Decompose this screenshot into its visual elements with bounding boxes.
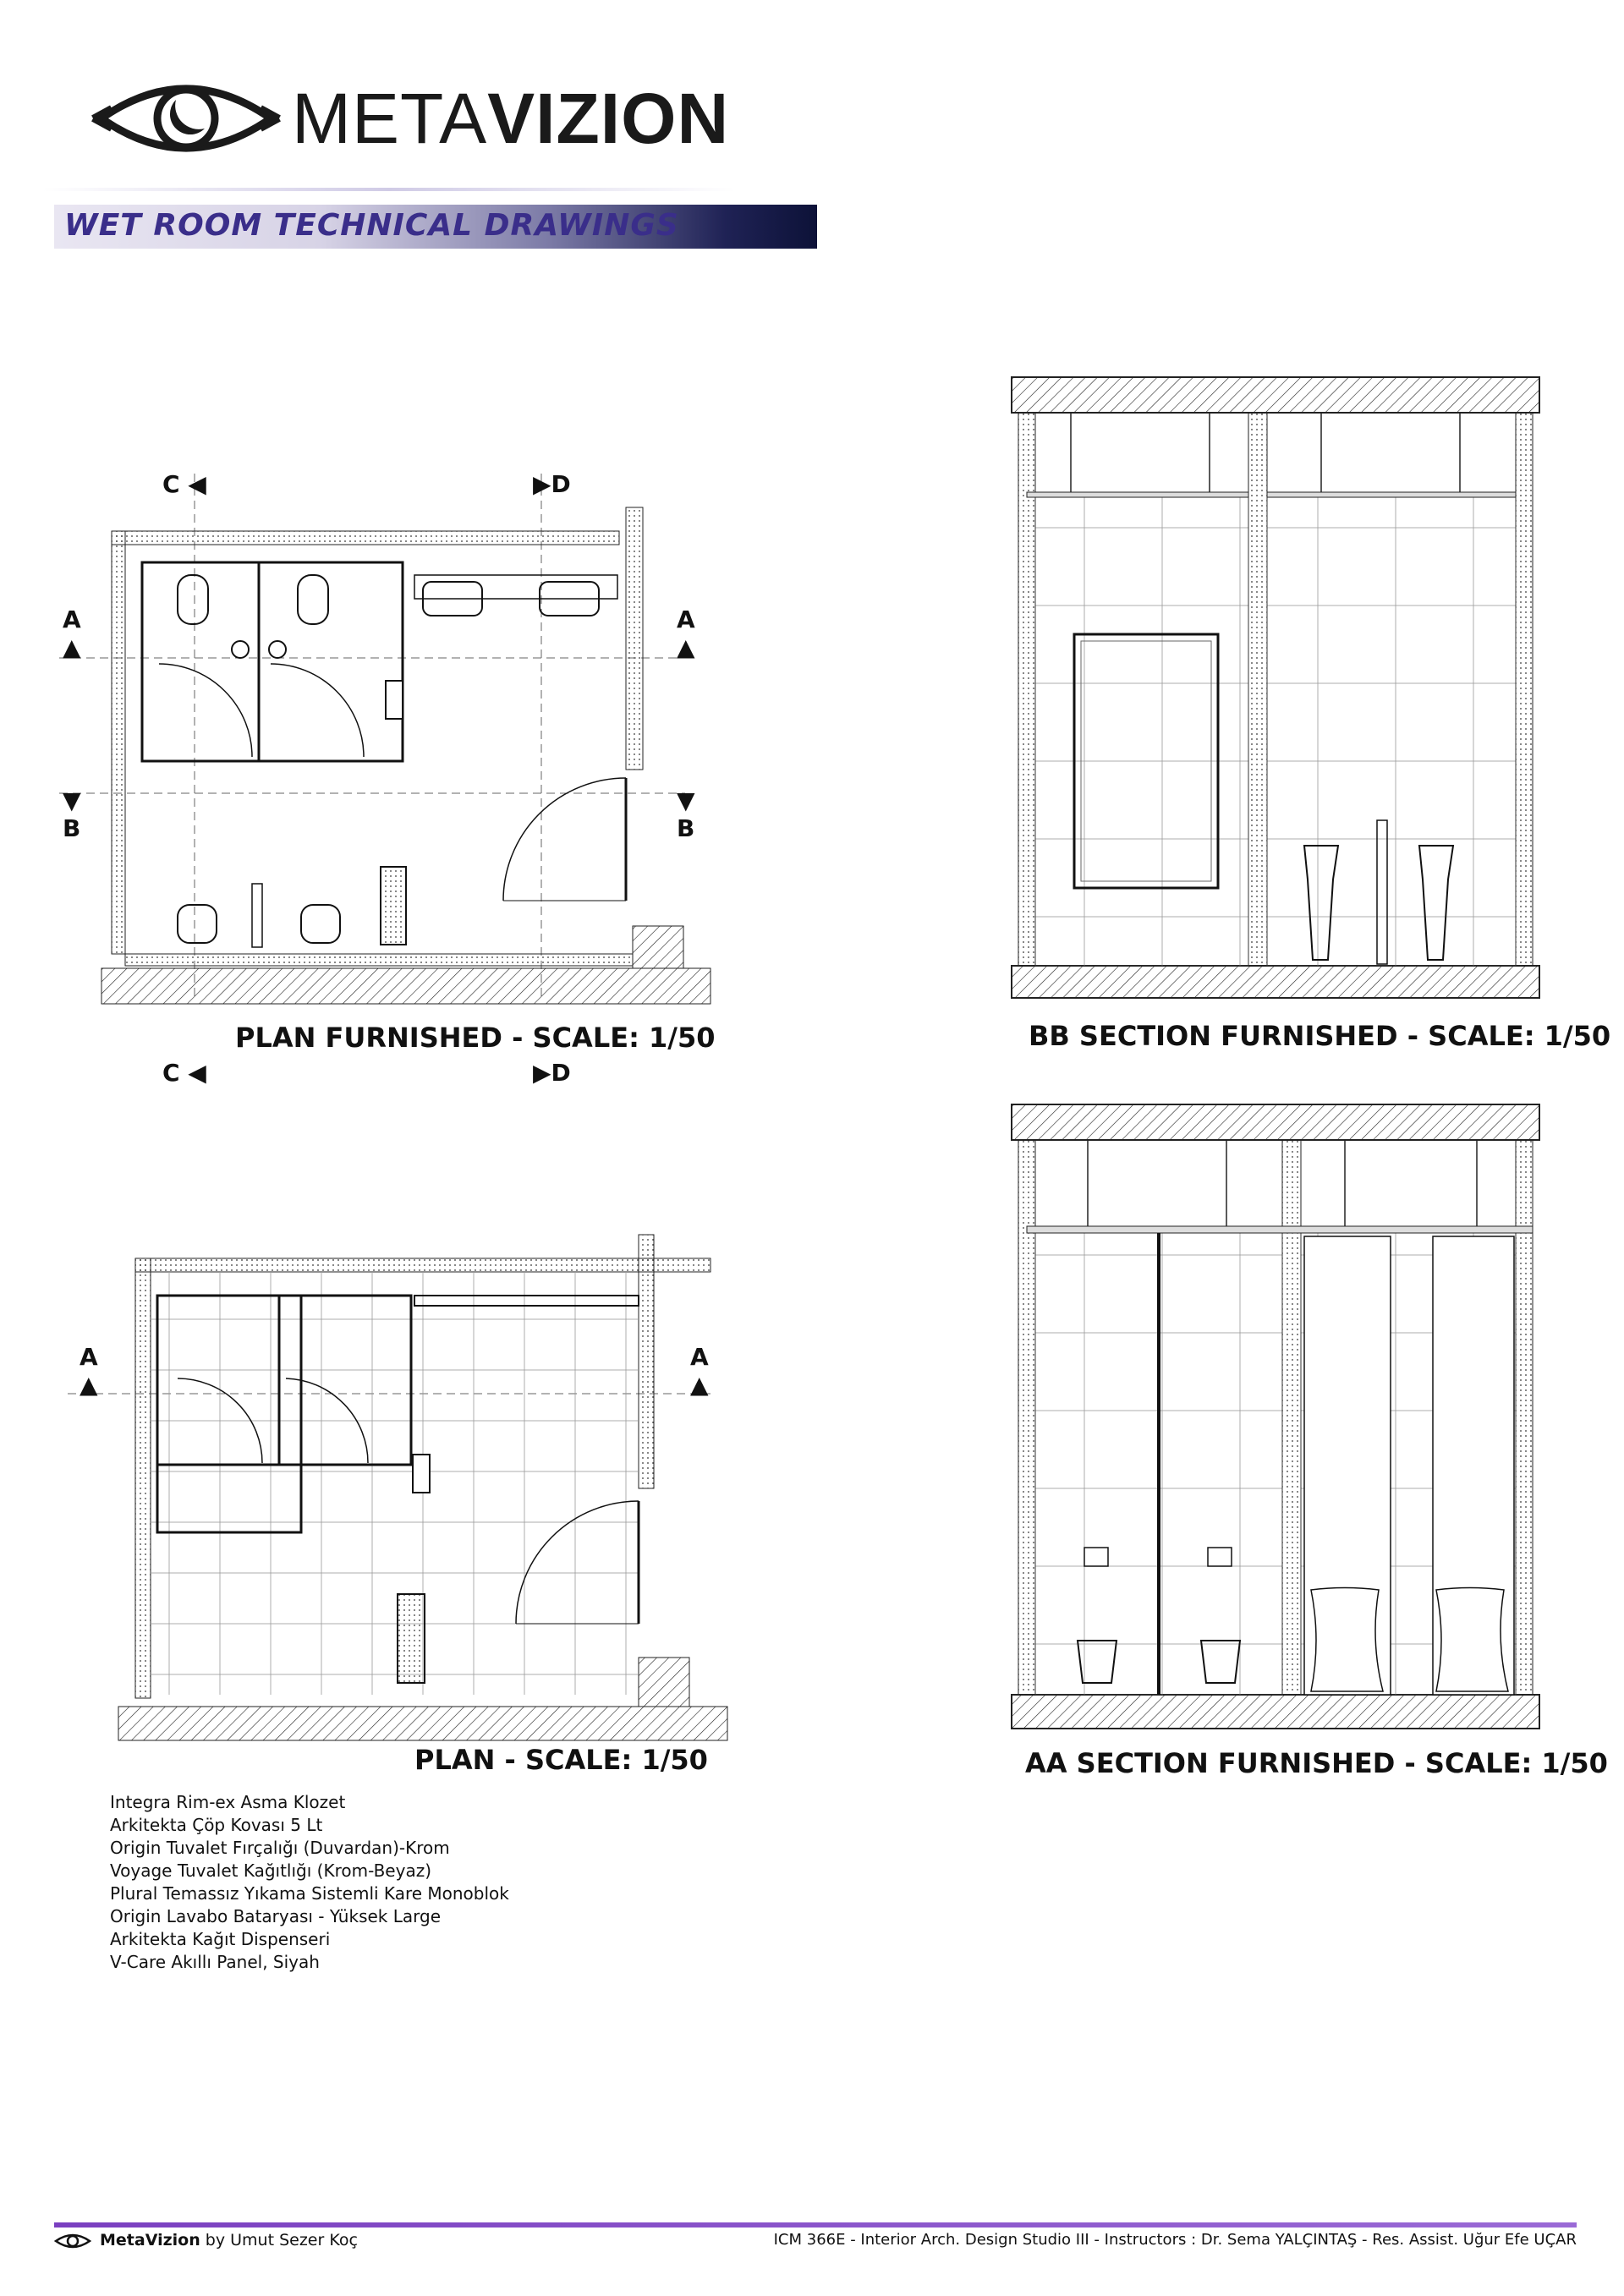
mark-b-left-label: B — [63, 814, 81, 842]
logo-part-vizion: VIZION — [487, 79, 730, 158]
mark-c-top: C ◀ — [162, 470, 206, 498]
mark-a-plan-right-label: A — [690, 1343, 709, 1371]
mark-a-plan-left-label: A — [80, 1343, 98, 1371]
legend-item: Arkitekta Kağıt Dispenseri — [110, 1929, 331, 1949]
mark-b-left: ▼ B — [63, 786, 81, 842]
aa-section-drawing — [1007, 1099, 1565, 1742]
plan-furnished-drawing — [59, 474, 668, 998]
logo-wordmark — [292, 79, 730, 158]
logo-part-meta: META — [292, 79, 488, 158]
aa-section-title: AA SECTION FURNISHED - SCALE: 1/50 — [1025, 1747, 1608, 1779]
mark-a-right: A ▲ — [677, 606, 695, 661]
footer-byline: by Umut Sezer Koç — [200, 2231, 358, 2249]
fixture-legend — [110, 1791, 509, 1974]
footer-brand: MetaVizion — [100, 2231, 200, 2249]
mark-c-top-label: C — [162, 470, 180, 498]
mark-b-right: ▼ B — [677, 786, 695, 842]
plan-title: PLAN - SCALE: 1/50 — [414, 1744, 708, 1776]
legend-item: Voyage Tuvalet Kağıtlığı (Krom-Beyaz) — [110, 1860, 431, 1881]
mark-d-bottom-label: D — [551, 1059, 571, 1087]
footer-course: ICM 366E - Interior Arch. Design Studio III - Instructors : Dr. Sema YALÇINTAŞ - Res. Assist. Uğur Efe UÇAR — [773, 2231, 1577, 2249]
mark-c-bottom: C ◀ — [162, 1059, 206, 1087]
footer-eye-icon — [54, 2231, 91, 2251]
legend-item: Integra Rim-ex Asma Klozet — [110, 1792, 346, 1812]
legend-item: Origin Tuvalet Fırçalığı (Duvardan)-Krom — [110, 1838, 450, 1858]
plan-drawing — [68, 1218, 677, 1725]
mark-b-right-label: B — [677, 814, 695, 842]
mark-a-plan-left: A ▲ — [80, 1343, 98, 1399]
legend-item: V-Care Akıllı Panel, Siyah — [110, 1952, 320, 1972]
legend-item: Origin Lavabo Bataryası - Yüksek Large — [110, 1906, 441, 1926]
mark-d-top-label: D — [551, 470, 571, 498]
legend-item: Plural Temassız Yıkama Sistemli Kare Monoblok — [110, 1883, 509, 1904]
eye-logo-icon — [93, 68, 279, 169]
plan-furnished-title: PLAN FURNISHED - SCALE: 1/50 — [235, 1022, 716, 1054]
footer-divider — [54, 2222, 1577, 2228]
mark-a-left: A ▲ — [63, 606, 81, 661]
bb-section-title: BB SECTION FURNISHED - SCALE: 1/50 — [1029, 1020, 1611, 1052]
footer-credit — [100, 2231, 358, 2249]
mark-a-plan-right: A ▲ — [690, 1343, 709, 1399]
mark-d-top: ▶D — [533, 470, 571, 498]
bb-section-drawing — [1007, 372, 1565, 1015]
mark-a-right-label: A — [677, 606, 695, 633]
mark-a-left-label: A — [63, 606, 81, 633]
header-banner — [54, 205, 817, 249]
mark-c-bottom-label: C — [162, 1059, 180, 1087]
mark-d-bottom: ▶D — [533, 1059, 571, 1087]
logo-underline — [42, 188, 736, 191]
legend-item: Arkitekta Çöp Kovası 5 Lt — [110, 1815, 323, 1835]
banner-title: WET ROOM TECHNICAL DRAWINGS — [64, 208, 679, 243]
